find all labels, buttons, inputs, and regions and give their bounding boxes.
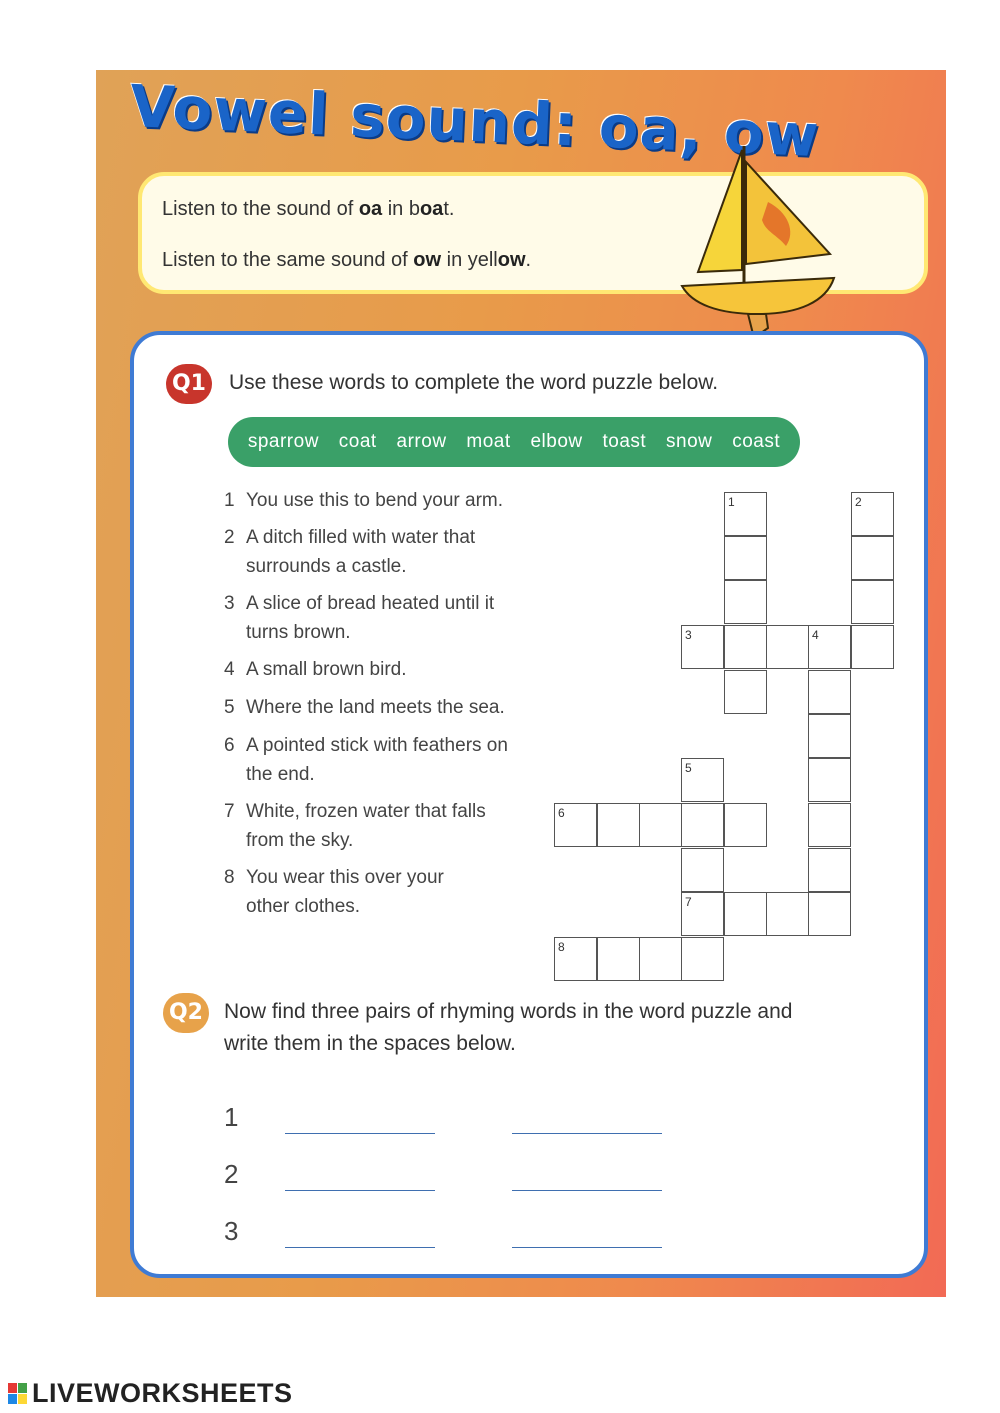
crossword-cell[interactable] xyxy=(808,892,851,936)
crossword-cell[interactable]: 2 xyxy=(851,492,894,536)
crossword-cell[interactable] xyxy=(808,803,851,847)
crossword-cell[interactable] xyxy=(681,848,724,892)
crossword-cell[interactable] xyxy=(808,848,851,892)
crossword-cell[interactable] xyxy=(808,714,851,758)
crossword-cell[interactable] xyxy=(724,536,767,580)
answer-blank[interactable] xyxy=(285,1133,435,1134)
answer-blank[interactable] xyxy=(512,1133,662,1134)
answer-row-number: 3 xyxy=(224,1216,239,1246)
answer-blank[interactable] xyxy=(285,1247,435,1248)
word-bank-word: coast xyxy=(732,431,781,452)
crossword-cell[interactable] xyxy=(724,580,767,624)
answer-blank[interactable] xyxy=(512,1190,662,1191)
answer-blank[interactable] xyxy=(512,1247,662,1248)
crossword-cell[interactable]: 3 xyxy=(681,625,724,669)
crossword-cell[interactable] xyxy=(681,937,724,981)
crossword-cell[interactable] xyxy=(851,536,894,580)
word-bank-word: arrow xyxy=(396,431,447,452)
crossword-cell[interactable]: 8 xyxy=(554,937,597,981)
answer-row-number: 1 xyxy=(224,1102,239,1132)
crossword-cell[interactable]: 4 xyxy=(808,625,851,669)
crossword-cell[interactable] xyxy=(766,625,809,669)
sailboat-illustration xyxy=(678,142,838,338)
q2-badge: Q2 xyxy=(163,993,209,1033)
crossword-cell[interactable]: 6 xyxy=(554,803,597,847)
crossword-cell[interactable] xyxy=(724,803,767,847)
crossword-cell[interactable] xyxy=(681,803,724,847)
crossword-cell[interactable] xyxy=(639,937,682,981)
crossword-cell[interactable] xyxy=(808,670,851,714)
q1-badge: Q1 xyxy=(166,364,212,404)
word-bank-word: snow xyxy=(666,431,713,452)
q1-instruction: Use these words to complete the word puzzle below. xyxy=(229,371,719,394)
page-title: Vowel sound: oa, ow xyxy=(128,72,821,171)
crossword-cell[interactable] xyxy=(724,892,767,936)
word-bank xyxy=(228,417,800,467)
answer-row-number: 2 xyxy=(224,1159,239,1189)
liveworksheets-logo xyxy=(8,1378,293,1409)
crossword-cell[interactable] xyxy=(851,580,894,624)
crossword-cell[interactable] xyxy=(851,625,894,669)
crossword-cell[interactable] xyxy=(808,758,851,802)
q2-instruction-line-2: write them in the spaces below. xyxy=(224,1032,516,1055)
crossword-cell[interactable] xyxy=(597,937,640,981)
q2-instruction-line-1: Now find three pairs of rhyming words in the word puzzle and xyxy=(224,1000,793,1023)
crossword-cell[interactable]: 1 xyxy=(724,492,767,536)
crossword-cell[interactable] xyxy=(766,892,809,936)
word-bank-word: moat xyxy=(466,431,511,452)
word-bank-word: toast xyxy=(602,431,647,452)
crossword-cell[interactable] xyxy=(639,803,682,847)
crossword-cell[interactable]: 7 xyxy=(681,892,724,936)
crossword-cell[interactable] xyxy=(597,803,640,847)
crossword-cell[interactable]: 5 xyxy=(681,758,724,802)
crossword-cell[interactable] xyxy=(724,625,767,669)
answer-blank[interactable] xyxy=(285,1190,435,1191)
logo-text: LIVEWORKSHEETS xyxy=(32,1378,293,1408)
word-bank-word: sparrow xyxy=(247,431,319,452)
word-bank-word: elbow xyxy=(530,431,583,452)
logo-icon xyxy=(8,1383,28,1405)
intro-line-1: Listen to the sound of oa in boat. xyxy=(162,198,455,220)
crossword-cell[interactable] xyxy=(724,670,767,714)
intro-line-2: Listen to the same sound of ow in yellow. xyxy=(162,249,532,271)
word-bank-word: coat xyxy=(338,431,377,452)
